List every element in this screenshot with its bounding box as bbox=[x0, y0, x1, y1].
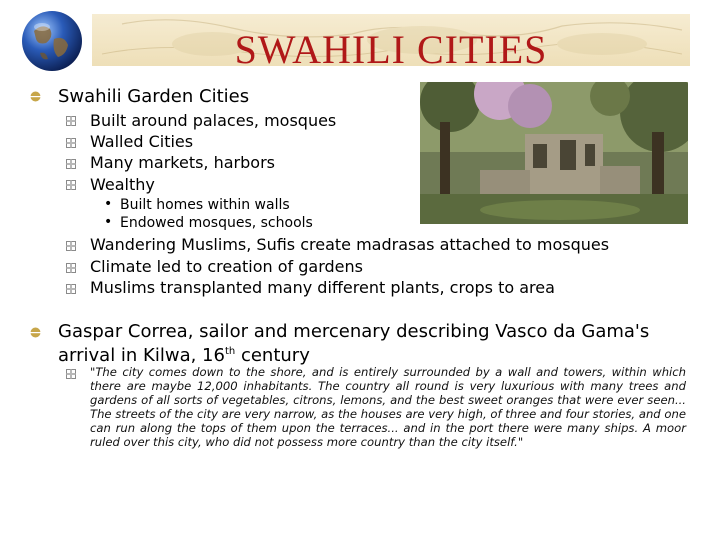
section-bullet-icon bbox=[30, 91, 41, 102]
list-item: Wealthy bbox=[90, 175, 155, 194]
square-bullet-icon bbox=[66, 369, 76, 379]
square-bullet-icon bbox=[66, 138, 76, 148]
square-bullet-icon bbox=[66, 180, 76, 190]
dot-bullet-icon: • bbox=[104, 214, 113, 230]
dot-bullet-icon: • bbox=[104, 196, 113, 212]
title-band bbox=[92, 14, 690, 66]
list-item: Muslims transplanted many different plants, crops to area bbox=[90, 278, 555, 297]
slide-title: SWAHILI CITIES bbox=[234, 27, 548, 66]
heading-line-1: Gaspar Correa, sailor and mercenary describing Vasco da Gama's bbox=[58, 321, 650, 342]
square-bullet-icon bbox=[66, 263, 76, 273]
square-bullet-icon bbox=[66, 116, 76, 126]
list-item: Walled Cities bbox=[90, 132, 194, 151]
globe-icon bbox=[20, 9, 84, 73]
heading-line-2-post: century bbox=[235, 345, 310, 366]
section-bullet-icon bbox=[30, 327, 41, 338]
heading-superscript: th bbox=[224, 346, 236, 357]
list-item: Climate led to creation of gardens bbox=[90, 257, 363, 276]
heading-line-2-pre: arrival in Kilwa, 16 bbox=[58, 345, 225, 366]
ruins-photo bbox=[420, 82, 688, 224]
list-item: Wandering Muslims, Sufis create madrasas attached to mosques bbox=[90, 235, 610, 254]
square-bullet-icon bbox=[66, 284, 76, 294]
section-heading-gardens: Swahili Garden Cities bbox=[58, 86, 250, 107]
heading-line-2 bbox=[58, 342, 649, 366]
correa-quote: "The city comes down to the shore, and is entirely surrounded by a wall and towers, within which there are maybe 12,000 inhabitants. The country all round is very luxurious with many trees and gardens of all sorts of vegetables, citrons, lemons, and the best sweet oranges that were ever seen... The streets of the city are very narrow, as the houses are very high, of three and four stories, and one can run along the tops of them upon the terraces... and in the port there were many ships. A moor ruled over this city, who did not possess more country than the city itself." bbox=[90, 365, 686, 449]
list-item: Many markets, harbors bbox=[90, 153, 275, 172]
sub-list-item: Built homes within walls bbox=[120, 197, 290, 213]
sub-list-item: Endowed mosques, schools bbox=[120, 215, 313, 231]
square-bullet-icon bbox=[66, 241, 76, 251]
list-item: Built around palaces, mosques bbox=[90, 111, 337, 130]
square-bullet-icon bbox=[66, 159, 76, 169]
section-heading-correa bbox=[58, 322, 649, 366]
